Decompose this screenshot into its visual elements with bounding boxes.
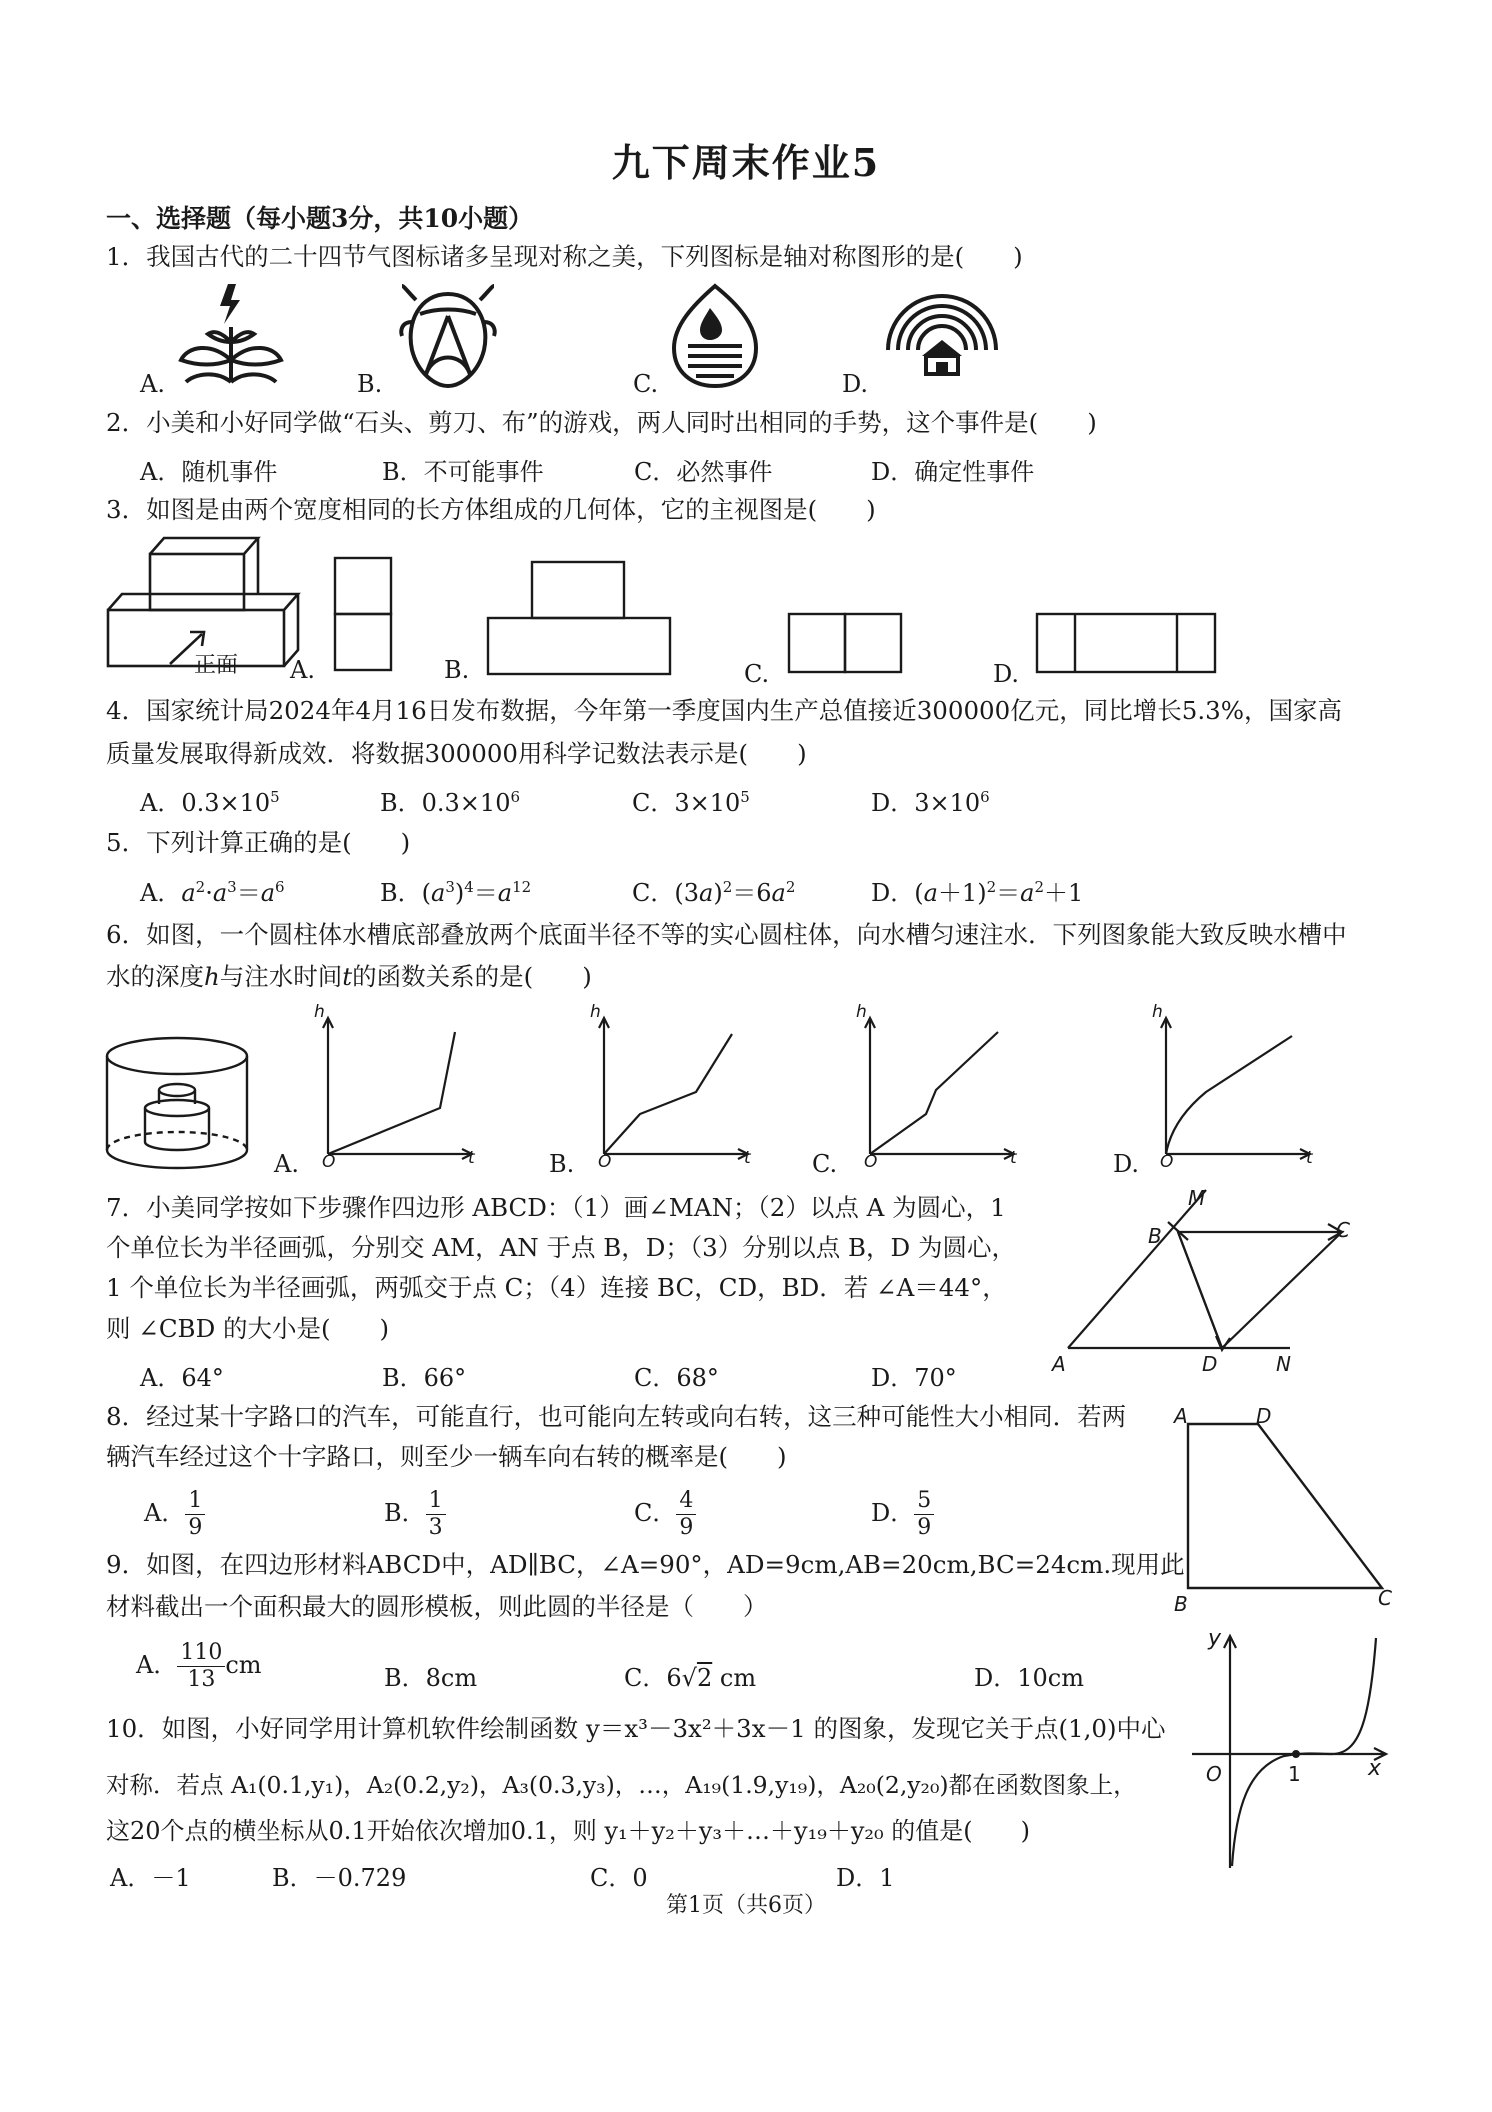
graph-c-x-label: t xyxy=(1010,1148,1017,1168)
q5-option-b: B．$(a^3)^4=a^{12}$ xyxy=(380,878,532,907)
question-6-line-2: 水的深度h与注水时间t的函数关系的是( ) xyxy=(106,962,592,991)
q6-option-c: C. xyxy=(812,1150,838,1178)
page-title: 九下周末作业5 xyxy=(611,140,881,185)
q9-point-d: D xyxy=(1256,1404,1272,1428)
q3-option-d: D. xyxy=(993,660,1020,688)
q10-origin: O xyxy=(1206,1762,1222,1786)
q7-point-a: A xyxy=(1052,1352,1066,1376)
q3-option-c: C. xyxy=(744,660,770,688)
q6-graph-a xyxy=(320,1010,480,1160)
q9-option-a: A． $\frac{110}{13}$ cm xyxy=(136,1640,262,1692)
q9-point-c: C xyxy=(1378,1586,1392,1610)
q10-option-d: D．1 xyxy=(836,1864,895,1892)
q5-option-d: D．$(a+1)^2=a^2+1$ xyxy=(871,878,1084,907)
question-number: 4． xyxy=(106,696,147,725)
q5-option-c: C．$(3a)^2=6a^2$ xyxy=(632,878,796,907)
question-10-line-2: 对称．若点 A₁(0.1,y₁)，A₂(0.2,y₂)，A₃(0.3,y₃)，…，A₁₉(1.9,y₁₉)，A₂₀(2,y₂₀)都在函数图象上， xyxy=(106,1771,1137,1799)
question-7-line-3: 1 个单位长为半径画弧，两弧交于点 C；（4）连接 BC，CD，BD．若 ∠A＝44°， xyxy=(106,1273,1007,1302)
q10-cubic-graph xyxy=(1184,1628,1392,1870)
q8-option-c: C． $\frac{4}{9}$ xyxy=(634,1488,696,1541)
q7-point-b: B xyxy=(1148,1224,1162,1248)
question-text: 如图，小好同学用计算机软件绘制函数 y＝x³－3x²＋3x－1 的图象，发现它关于点(1,0)中心 xyxy=(161,1714,1166,1743)
q6-option-d: D. xyxy=(1113,1150,1140,1178)
graph-a-origin: O xyxy=(322,1152,336,1172)
q9-option-b: B．8cm xyxy=(384,1664,478,1692)
question-7-line-2: 个单位长为半径画弧，分别交 AM，AN 于点 B，D；（3）分别以点 B，D 为圆心， xyxy=(106,1233,1016,1262)
question-text: 如图是由两个宽度相同的长方体组成的几何体，它的主视图是( ) xyxy=(146,495,876,524)
q6-graph-d xyxy=(1158,1010,1318,1160)
graph-d-x-label: t xyxy=(1306,1148,1313,1168)
graph-c-origin: O xyxy=(864,1152,878,1172)
question-text: 如图，在四边形材料ABCD中，AD∥BC，∠A=90°，AD=9cm,AB=20cm,BC=24cm.现用此 xyxy=(146,1550,1185,1579)
q6-option-a: A. xyxy=(274,1150,299,1178)
q1-option-d: D. xyxy=(842,370,869,398)
q3-option-a: A. xyxy=(290,656,315,684)
graph-b-y-label: h xyxy=(590,1002,601,1022)
q8-option-d: D． $\frac{5}{9}$ xyxy=(871,1488,934,1541)
question-5 xyxy=(106,826,410,860)
front-view-label: 正面 xyxy=(194,653,239,678)
graph-b-x-label: t xyxy=(744,1148,751,1168)
q10-tick-1: 1 xyxy=(1288,1762,1301,1786)
question-text: 我国古代的二十四节气图标诸多呈现对称之美，下列图标是轴对称图形的是( ) xyxy=(146,242,1023,271)
q2-option-d: D．确定性事件 xyxy=(871,458,1035,486)
question-8-line-2: 辆汽车经过这个十字路口，则至少一辆车向右转的概率是( ) xyxy=(106,1442,787,1471)
question-number: 5． xyxy=(106,828,147,857)
question-7-line-4: 则 ∠CBD 的大小是( ) xyxy=(106,1314,390,1343)
q6-option-b: B. xyxy=(549,1150,575,1178)
question-text: 下列计算正确的是( ) xyxy=(146,828,411,857)
question-10-line-1 xyxy=(106,1712,1166,1746)
question-text: 经过某十字路口的汽车，可能直行，也可能向左转或向右转，这三种可能性大小相同．若两 xyxy=(146,1402,1127,1431)
question-3 xyxy=(106,493,876,527)
q3-option-c-figure xyxy=(787,612,905,676)
graph-a-x-label: t xyxy=(468,1148,475,1168)
q7-point-m: M xyxy=(1188,1186,1206,1210)
solar-term-rainbow-icon xyxy=(882,280,1002,382)
question-text: 国家统计局2024年4月16日发布数据，今年第一季度国内生产总值接近300000亿元，同比增长5.3%，国家高 xyxy=(146,696,1342,725)
graph-d-y-label: h xyxy=(1152,1002,1163,1022)
q10-option-b: B．－0.729 xyxy=(272,1864,407,1892)
question-number: 10． xyxy=(106,1714,162,1743)
q2-option-b: B．不可能事件 xyxy=(382,458,544,486)
q8-option-b: B． $\frac{1}{3}$ xyxy=(384,1488,446,1541)
q4-option-a: A．$0.3\times 10^5$ xyxy=(140,788,280,817)
q7-point-n: N xyxy=(1276,1352,1291,1376)
question-number: 1． xyxy=(106,242,147,271)
q9-point-b: B xyxy=(1174,1592,1188,1616)
solar-term-plant-icon xyxy=(176,282,286,387)
q3-option-b: B. xyxy=(444,656,470,684)
question-text: 小美同学按如下步骤作四边形 ABCD：（1）画∠MAN；（2）以点 A 为圆心，1 xyxy=(146,1193,1006,1222)
water-tank-figure xyxy=(104,1036,250,1172)
q2-option-c: C．必然事件 xyxy=(634,458,773,486)
q7-rhombus-figure xyxy=(1060,1188,1360,1358)
graph-b-origin: O xyxy=(598,1152,612,1172)
q8-option-a: A． $\frac{1}{9}$ xyxy=(144,1488,205,1541)
question-number: 8． xyxy=(106,1402,147,1431)
question-text: 小美和小好同学做“石头、剪刀、布”的游戏，两人同时出相同的手势，这个事件是( ) xyxy=(146,408,1097,437)
question-4-line-2: 质量发展取得新成效．将数据300000用科学记数法表示是( ) xyxy=(106,739,807,768)
q2-option-a: A．随机事件 xyxy=(140,458,278,486)
solar-term-cicada-icon xyxy=(398,282,498,390)
q7-option-b: B．66° xyxy=(382,1364,467,1392)
q3-option-d-figure xyxy=(1035,612,1219,676)
q7-point-c: C xyxy=(1336,1218,1350,1242)
question-10-line-3: 这20个点的横坐标从0.1开始依次增加0.1，则 y₁＋y₂＋y₃＋…＋y₁₉＋y₂₀ 的值是( ) xyxy=(106,1817,1030,1845)
q3-option-b-figure xyxy=(486,560,672,676)
q9-point-a: A xyxy=(1174,1404,1188,1428)
graph-d-origin: O xyxy=(1160,1152,1174,1172)
question-number: 7． xyxy=(106,1193,147,1222)
q7-option-d: D．70° xyxy=(871,1364,957,1392)
q7-point-d: D xyxy=(1202,1352,1218,1376)
question-2 xyxy=(106,406,1097,440)
section-heading: 一、选择题（每小题3分，共10小题） xyxy=(106,204,534,233)
question-number: 9． xyxy=(106,1550,147,1579)
question-8-line-1 xyxy=(106,1400,1126,1434)
solar-term-drop-icon xyxy=(670,282,760,390)
question-number: 3． xyxy=(106,495,147,524)
q6-graph-b xyxy=(596,1010,756,1160)
question-text: 如图，一个圆柱体水槽底部叠放两个底面半径不等的实心圆柱体，向水槽匀速注水．下列图象能大致反映水槽中 xyxy=(146,920,1347,949)
question-4-line-1 xyxy=(106,694,1342,728)
q10-option-c: C．0 xyxy=(590,1864,648,1892)
graph-c-y-label: h xyxy=(856,1002,867,1022)
question-7-line-1 xyxy=(106,1191,1006,1225)
q10-option-a: A．－1 xyxy=(110,1864,191,1892)
q7-option-c: C．68° xyxy=(634,1364,719,1392)
q7-option-a: A．64° xyxy=(140,1364,224,1392)
question-9-line-1 xyxy=(106,1548,1185,1582)
question-1 xyxy=(106,240,1023,274)
q9-option-c: C．6√2 cm xyxy=(624,1664,757,1692)
question-number: 6． xyxy=(106,920,147,949)
question-6-line-1 xyxy=(106,918,1347,952)
q9-trapezoid-figure xyxy=(1180,1416,1400,1596)
q4-option-d: D．$3\times 10^6$ xyxy=(871,788,990,817)
q10-x-axis-label: x xyxy=(1368,1756,1382,1781)
q4-option-c: C．$3\times 10^5$ xyxy=(632,788,750,817)
graph-a-y-label: h xyxy=(314,1002,325,1022)
q4-option-b: B．$0.3\times 10^6$ xyxy=(380,788,521,817)
q1-option-a: A. xyxy=(140,370,165,398)
q6-graph-c xyxy=(862,1010,1022,1160)
q1-option-c: C. xyxy=(633,370,659,398)
q1-option-b: B. xyxy=(357,370,383,398)
q10-y-axis-label: y xyxy=(1208,1626,1222,1651)
page-footer: 第1页（共6页） xyxy=(666,1893,826,1918)
question-9-line-2: 材料截出一个面积最大的圆形模板，则此圆的半径是（ ） xyxy=(106,1592,768,1621)
q3-option-a-figure xyxy=(333,556,393,672)
question-number: 2． xyxy=(106,408,147,437)
q5-option-a: A．$a^2\cdot a^3=a^6$ xyxy=(140,878,285,907)
q9-option-d: D．10cm xyxy=(974,1664,1084,1692)
